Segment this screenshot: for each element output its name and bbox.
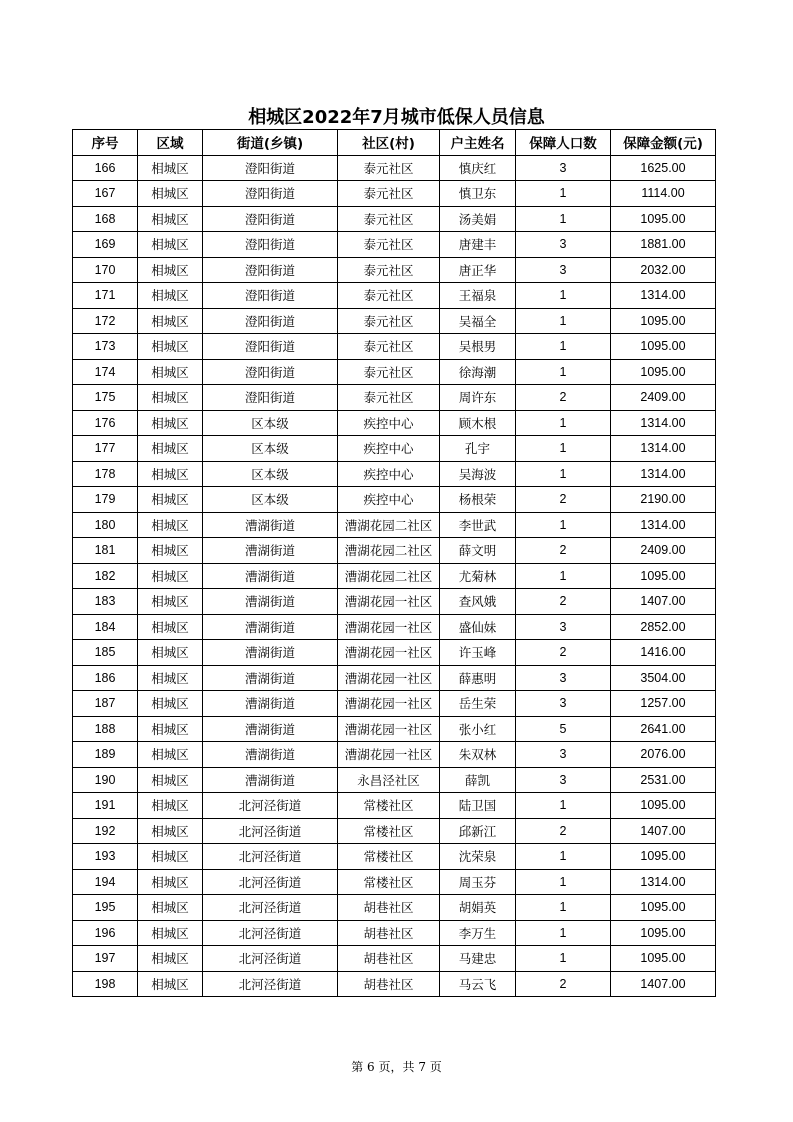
cell-index: 198 [73, 971, 138, 997]
cell-community: 疾控中心 [338, 487, 440, 513]
cell-householder: 徐海潮 [440, 359, 516, 385]
cell-persons: 1 [516, 410, 611, 436]
cell-community: 泰元社区 [338, 155, 440, 181]
table-row [73, 308, 716, 334]
cell-index: 185 [73, 640, 138, 666]
cell-community: 漕湖花园一社区 [338, 716, 440, 742]
cell-amount: 1314.00 [611, 436, 716, 462]
cell-index: 168 [73, 206, 138, 232]
cell-householder: 朱双林 [440, 742, 516, 768]
cell-street: 漕湖街道 [203, 691, 338, 717]
cell-community: 漕湖花园二社区 [338, 512, 440, 538]
cell-householder: 孔宇 [440, 436, 516, 462]
cell-persons: 1 [516, 512, 611, 538]
cell-index: 197 [73, 946, 138, 972]
cell-amount: 1095.00 [611, 308, 716, 334]
cell-community: 疾控中心 [338, 461, 440, 487]
cell-index: 177 [73, 436, 138, 462]
page-title: 相城区2022年7月城市低保人员信息 [248, 107, 545, 128]
cell-amount: 2531.00 [611, 767, 716, 793]
table-row [73, 155, 716, 181]
cell-amount: 1881.00 [611, 232, 716, 258]
table-row [73, 283, 716, 309]
table-row [73, 487, 716, 513]
table-row [73, 181, 716, 207]
cell-community: 泰元社区 [338, 206, 440, 232]
cell-community: 泰元社区 [338, 359, 440, 385]
header-district: 区域 [138, 130, 203, 156]
cell-amount: 3504.00 [611, 665, 716, 691]
cell-amount: 2076.00 [611, 742, 716, 768]
cell-householder: 马建忠 [440, 946, 516, 972]
cell-community: 胡巷社区 [338, 971, 440, 997]
cell-community: 漕湖花园一社区 [338, 691, 440, 717]
cell-street: 北河泾街道 [203, 818, 338, 844]
cell-persons: 1 [516, 436, 611, 462]
cell-amount: 2190.00 [611, 487, 716, 513]
cell-householder: 查风娥 [440, 589, 516, 615]
cell-district: 相城区 [138, 359, 203, 385]
cell-street: 澄阳街道 [203, 206, 338, 232]
cell-district: 相城区 [138, 257, 203, 283]
cell-street: 澄阳街道 [203, 181, 338, 207]
cell-district: 相城区 [138, 155, 203, 181]
cell-community: 漕湖花园二社区 [338, 563, 440, 589]
cell-street: 澄阳街道 [203, 155, 338, 181]
cell-district: 相城区 [138, 512, 203, 538]
cell-amount: 2409.00 [611, 385, 716, 411]
cell-persons: 1 [516, 308, 611, 334]
table-row [73, 742, 716, 768]
header-street: 街道(乡镇) [203, 130, 338, 156]
cell-district: 相城区 [138, 461, 203, 487]
cell-householder: 李世武 [440, 512, 516, 538]
cell-district: 相城区 [138, 818, 203, 844]
cell-persons: 1 [516, 946, 611, 972]
cell-district: 相城区 [138, 538, 203, 564]
cell-amount: 2641.00 [611, 716, 716, 742]
cell-index: 173 [73, 334, 138, 360]
cell-community: 胡巷社区 [338, 895, 440, 921]
cell-persons: 1 [516, 334, 611, 360]
cell-district: 相城区 [138, 691, 203, 717]
cell-index: 174 [73, 359, 138, 385]
cell-street: 北河泾街道 [203, 869, 338, 895]
cell-community: 常楼社区 [338, 818, 440, 844]
table-row [73, 385, 716, 411]
cell-street: 北河泾街道 [203, 844, 338, 870]
cell-district: 相城区 [138, 614, 203, 640]
cell-district: 相城区 [138, 487, 203, 513]
cell-community: 泰元社区 [338, 181, 440, 207]
cell-amount: 1314.00 [611, 410, 716, 436]
cell-district: 相城区 [138, 869, 203, 895]
cell-householder: 周玉芬 [440, 869, 516, 895]
cell-index: 190 [73, 767, 138, 793]
cell-index: 191 [73, 793, 138, 819]
cell-index: 171 [73, 283, 138, 309]
cell-community: 泰元社区 [338, 283, 440, 309]
cell-index: 181 [73, 538, 138, 564]
cell-persons: 3 [516, 691, 611, 717]
cell-community: 常楼社区 [338, 793, 440, 819]
cell-amount: 1625.00 [611, 155, 716, 181]
cell-index: 169 [73, 232, 138, 258]
cell-persons: 3 [516, 665, 611, 691]
cell-amount: 1095.00 [611, 895, 716, 921]
cell-index: 187 [73, 691, 138, 717]
cell-householder: 周许东 [440, 385, 516, 411]
cell-householder: 薛文明 [440, 538, 516, 564]
cell-persons: 1 [516, 920, 611, 946]
cell-community: 泰元社区 [338, 385, 440, 411]
cell-street: 澄阳街道 [203, 232, 338, 258]
page-footer: 第 6 页，共 7 页 [351, 1060, 442, 1074]
cell-householder: 唐正华 [440, 257, 516, 283]
cell-community: 胡巷社区 [338, 920, 440, 946]
cell-householder: 陆卫国 [440, 793, 516, 819]
cell-persons: 2 [516, 385, 611, 411]
cell-index: 182 [73, 563, 138, 589]
cell-index: 175 [73, 385, 138, 411]
cell-index: 196 [73, 920, 138, 946]
cell-amount: 2852.00 [611, 614, 716, 640]
cell-street: 区本级 [203, 436, 338, 462]
cell-amount: 1114.00 [611, 181, 716, 207]
cell-index: 192 [73, 818, 138, 844]
cell-street: 漕湖街道 [203, 589, 338, 615]
cell-street: 漕湖街道 [203, 716, 338, 742]
cell-amount: 1257.00 [611, 691, 716, 717]
cell-street: 澄阳街道 [203, 257, 338, 283]
cell-community: 漕湖花园一社区 [338, 640, 440, 666]
cell-index: 189 [73, 742, 138, 768]
table-row [73, 818, 716, 844]
table-row [73, 844, 716, 870]
cell-householder: 慎卫东 [440, 181, 516, 207]
cell-householder: 薛凯 [440, 767, 516, 793]
table-row [73, 716, 716, 742]
cell-householder: 慎庆红 [440, 155, 516, 181]
cell-amount: 1095.00 [611, 920, 716, 946]
cell-district: 相城区 [138, 589, 203, 615]
cell-amount: 1416.00 [611, 640, 716, 666]
cell-community: 泰元社区 [338, 232, 440, 258]
table-row [73, 920, 716, 946]
cell-street: 漕湖街道 [203, 538, 338, 564]
cell-index: 180 [73, 512, 138, 538]
cell-householder: 吴福全 [440, 308, 516, 334]
cell-street: 区本级 [203, 410, 338, 436]
cell-district: 相城区 [138, 308, 203, 334]
cell-index: 194 [73, 869, 138, 895]
cell-index: 167 [73, 181, 138, 207]
cell-community: 常楼社区 [338, 869, 440, 895]
table-row [73, 206, 716, 232]
cell-householder: 岳生荣 [440, 691, 516, 717]
table-header-row [73, 130, 716, 156]
cell-householder: 王福泉 [440, 283, 516, 309]
cell-amount: 1407.00 [611, 589, 716, 615]
cell-district: 相城区 [138, 895, 203, 921]
cell-district: 相城区 [138, 844, 203, 870]
cell-persons: 3 [516, 155, 611, 181]
cell-householder: 顾木根 [440, 410, 516, 436]
cell-district: 相城区 [138, 640, 203, 666]
cell-persons: 1 [516, 895, 611, 921]
cell-street: 北河泾街道 [203, 793, 338, 819]
cell-persons: 2 [516, 538, 611, 564]
cell-street: 漕湖街道 [203, 614, 338, 640]
cell-amount: 1314.00 [611, 512, 716, 538]
cell-householder: 马云飞 [440, 971, 516, 997]
table-row [73, 563, 716, 589]
cell-community: 永昌泾社区 [338, 767, 440, 793]
cell-persons: 1 [516, 283, 611, 309]
cell-index: 186 [73, 665, 138, 691]
cell-householder: 杨根荣 [440, 487, 516, 513]
cell-street: 区本级 [203, 461, 338, 487]
cell-persons: 1 [516, 844, 611, 870]
cell-district: 相城区 [138, 920, 203, 946]
table-row [73, 334, 716, 360]
header-persons: 保障人口数 [516, 130, 611, 156]
header-amount: 保障金额(元) [611, 130, 716, 156]
cell-street: 区本级 [203, 487, 338, 513]
cell-amount: 1095.00 [611, 334, 716, 360]
cell-amount: 2409.00 [611, 538, 716, 564]
cell-persons: 2 [516, 487, 611, 513]
table-row [73, 971, 716, 997]
cell-community: 常楼社区 [338, 844, 440, 870]
cell-persons: 1 [516, 461, 611, 487]
cell-persons: 1 [516, 563, 611, 589]
cell-street: 澄阳街道 [203, 359, 338, 385]
cell-district: 相城区 [138, 410, 203, 436]
header-community: 社区(村) [338, 130, 440, 156]
cell-district: 相城区 [138, 181, 203, 207]
cell-index: 195 [73, 895, 138, 921]
cell-amount: 1314.00 [611, 461, 716, 487]
header-index: 序号 [73, 130, 138, 156]
cell-persons: 2 [516, 640, 611, 666]
cell-street: 澄阳街道 [203, 308, 338, 334]
cell-street: 澄阳街道 [203, 334, 338, 360]
cell-index: 176 [73, 410, 138, 436]
cell-amount: 1095.00 [611, 563, 716, 589]
table-row [73, 589, 716, 615]
cell-street: 漕湖街道 [203, 767, 338, 793]
cell-householder: 沈荣泉 [440, 844, 516, 870]
cell-community: 泰元社区 [338, 257, 440, 283]
cell-persons: 1 [516, 359, 611, 385]
cell-street: 北河泾街道 [203, 971, 338, 997]
cell-persons: 1 [516, 793, 611, 819]
cell-district: 相城区 [138, 283, 203, 309]
cell-householder: 张小红 [440, 716, 516, 742]
cell-index: 188 [73, 716, 138, 742]
cell-community: 疾控中心 [338, 436, 440, 462]
cell-community: 漕湖花园二社区 [338, 538, 440, 564]
table-row [73, 691, 716, 717]
cell-district: 相城区 [138, 563, 203, 589]
cell-persons: 3 [516, 614, 611, 640]
cell-persons: 1 [516, 206, 611, 232]
cell-street: 漕湖街道 [203, 512, 338, 538]
cell-district: 相城区 [138, 232, 203, 258]
table-row [73, 895, 716, 921]
cell-persons: 3 [516, 767, 611, 793]
cell-community: 漕湖花园一社区 [338, 614, 440, 640]
cell-street: 北河泾街道 [203, 946, 338, 972]
cell-amount: 1095.00 [611, 946, 716, 972]
cell-amount: 2032.00 [611, 257, 716, 283]
cell-street: 漕湖街道 [203, 665, 338, 691]
cell-community: 漕湖花园一社区 [338, 665, 440, 691]
cell-district: 相城区 [138, 334, 203, 360]
cell-index: 170 [73, 257, 138, 283]
cell-persons: 2 [516, 589, 611, 615]
cell-community: 胡巷社区 [338, 946, 440, 972]
table-row [73, 793, 716, 819]
cell-householder: 薛惠明 [440, 665, 516, 691]
data-table [72, 129, 716, 997]
cell-householder: 胡娟英 [440, 895, 516, 921]
cell-community: 泰元社区 [338, 334, 440, 360]
table-body [73, 155, 716, 997]
cell-persons: 1 [516, 869, 611, 895]
table-row [73, 767, 716, 793]
cell-amount: 1095.00 [611, 359, 716, 385]
table-row [73, 665, 716, 691]
table-row [73, 512, 716, 538]
cell-district: 相城区 [138, 971, 203, 997]
cell-householder: 汤美娟 [440, 206, 516, 232]
cell-index: 183 [73, 589, 138, 615]
cell-householder: 尤菊林 [440, 563, 516, 589]
cell-district: 相城区 [138, 767, 203, 793]
cell-amount: 1407.00 [611, 818, 716, 844]
table-row [73, 359, 716, 385]
cell-community: 泰元社区 [338, 308, 440, 334]
cell-persons: 2 [516, 971, 611, 997]
cell-persons: 5 [516, 716, 611, 742]
cell-persons: 2 [516, 818, 611, 844]
table-row [73, 614, 716, 640]
table-row [73, 869, 716, 895]
cell-amount: 1095.00 [611, 206, 716, 232]
cell-index: 193 [73, 844, 138, 870]
cell-persons: 3 [516, 742, 611, 768]
cell-street: 澄阳街道 [203, 283, 338, 309]
cell-street: 漕湖街道 [203, 640, 338, 666]
table-row [73, 410, 716, 436]
cell-district: 相城区 [138, 665, 203, 691]
cell-community: 疾控中心 [338, 410, 440, 436]
table-row [73, 257, 716, 283]
cell-community: 漕湖花园一社区 [338, 589, 440, 615]
cell-index: 166 [73, 155, 138, 181]
cell-persons: 3 [516, 257, 611, 283]
cell-householder: 盛仙妹 [440, 614, 516, 640]
cell-street: 漕湖街道 [203, 742, 338, 768]
cell-amount: 1314.00 [611, 869, 716, 895]
cell-householder: 吴根男 [440, 334, 516, 360]
cell-persons: 1 [516, 181, 611, 207]
cell-householder: 邱新江 [440, 818, 516, 844]
cell-district: 相城区 [138, 793, 203, 819]
cell-index: 172 [73, 308, 138, 334]
cell-district: 相城区 [138, 946, 203, 972]
cell-householder: 李万生 [440, 920, 516, 946]
cell-district: 相城区 [138, 742, 203, 768]
table-row [73, 640, 716, 666]
cell-district: 相城区 [138, 206, 203, 232]
cell-index: 178 [73, 461, 138, 487]
cell-amount: 1095.00 [611, 793, 716, 819]
cell-street: 北河泾街道 [203, 895, 338, 921]
cell-householder: 吴海波 [440, 461, 516, 487]
cell-persons: 3 [516, 232, 611, 258]
cell-index: 179 [73, 487, 138, 513]
cell-amount: 1095.00 [611, 844, 716, 870]
header-householder: 户主姓名 [440, 130, 516, 156]
cell-district: 相城区 [138, 716, 203, 742]
table-row [73, 461, 716, 487]
cell-householder: 许玉峰 [440, 640, 516, 666]
table-row [73, 538, 716, 564]
table-row [73, 946, 716, 972]
table-row [73, 436, 716, 462]
cell-district: 相城区 [138, 385, 203, 411]
cell-street: 北河泾街道 [203, 920, 338, 946]
cell-street: 澄阳街道 [203, 385, 338, 411]
cell-street: 漕湖街道 [203, 563, 338, 589]
cell-index: 184 [73, 614, 138, 640]
cell-amount: 1314.00 [611, 283, 716, 309]
cell-householder: 唐建丰 [440, 232, 516, 258]
cell-district: 相城区 [138, 436, 203, 462]
table-row [73, 232, 716, 258]
cell-amount: 1407.00 [611, 971, 716, 997]
cell-community: 漕湖花园一社区 [338, 742, 440, 768]
